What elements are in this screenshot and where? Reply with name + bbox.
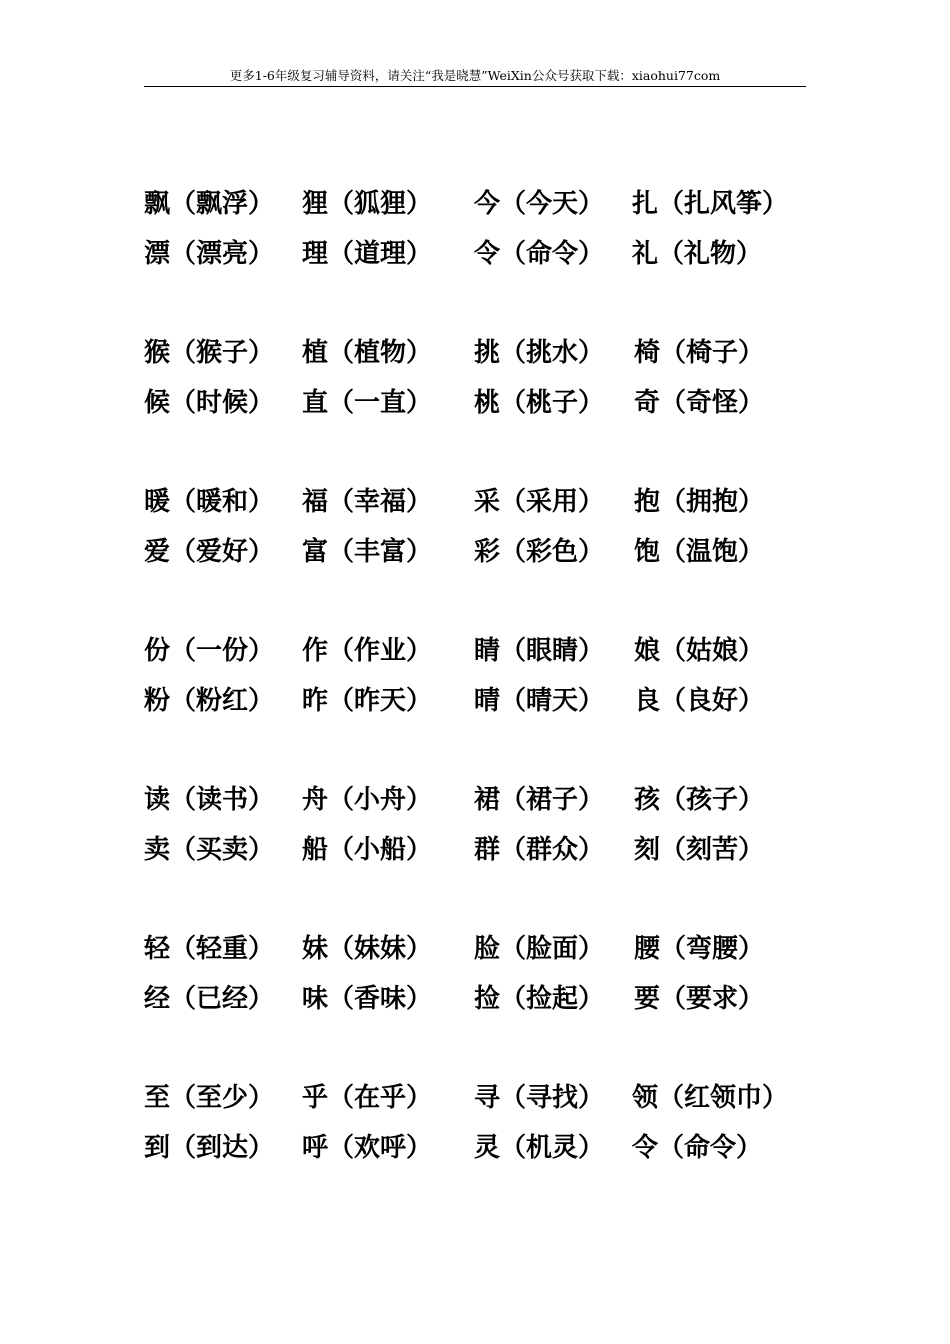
word-row bbox=[144, 226, 824, 276]
word-row bbox=[144, 1070, 824, 1120]
word-row bbox=[144, 822, 824, 872]
page-header bbox=[144, 66, 806, 87]
word-entry: 今（今天） bbox=[474, 188, 605, 219]
word-entry: 味（香味） bbox=[302, 983, 433, 1014]
word-entry: 晴（晴天） bbox=[474, 685, 605, 716]
word-entry: 舟（小舟） bbox=[302, 784, 433, 815]
word-row bbox=[144, 176, 824, 226]
word-entry: 飘（飘浮） bbox=[144, 188, 275, 219]
word-entry: 群（群众） bbox=[474, 834, 605, 865]
word-entry: 狸（狐狸） bbox=[302, 188, 433, 219]
word-entry: 脸（脸面） bbox=[474, 933, 605, 964]
word-entry: 腰（弯腰） bbox=[634, 933, 765, 964]
word-entry: 令（命令） bbox=[632, 1132, 763, 1163]
word-row bbox=[144, 772, 824, 822]
word-group bbox=[144, 1070, 824, 1170]
word-row bbox=[144, 524, 824, 574]
word-row bbox=[144, 325, 824, 375]
word-entry: 采（采用） bbox=[474, 486, 605, 517]
word-group bbox=[144, 474, 824, 574]
word-entry: 作（作业） bbox=[302, 635, 433, 666]
word-group bbox=[144, 921, 824, 1021]
word-entry: 直（一直） bbox=[302, 387, 433, 418]
word-entry: 经（已经） bbox=[144, 983, 275, 1014]
word-entry: 挑（挑水） bbox=[474, 337, 605, 368]
word-entry: 轻（轻重） bbox=[144, 933, 275, 964]
word-entry: 妹（妹妹） bbox=[302, 933, 433, 964]
word-entry: 灵（机灵） bbox=[474, 1132, 605, 1163]
word-entry: 娘（姑娘） bbox=[634, 635, 765, 666]
word-entry: 猴（猴子） bbox=[144, 337, 275, 368]
word-row bbox=[144, 971, 824, 1021]
word-entry: 桃（桃子） bbox=[474, 387, 605, 418]
word-entry: 份（一份） bbox=[144, 635, 275, 666]
word-entry: 爱（爱好） bbox=[144, 536, 275, 567]
word-entry: 抱（拥抱） bbox=[634, 486, 765, 517]
word-entry: 彩（彩色） bbox=[474, 536, 605, 567]
word-entry: 要（要求） bbox=[634, 983, 765, 1014]
word-entry: 乎（在乎） bbox=[302, 1082, 433, 1113]
word-entry: 到（到达） bbox=[144, 1132, 275, 1163]
word-groups bbox=[144, 176, 824, 1219]
word-row bbox=[144, 375, 824, 425]
word-entry: 粉（粉红） bbox=[144, 685, 275, 716]
word-entry: 漂（漂亮） bbox=[144, 238, 275, 269]
word-entry: 至（至少） bbox=[144, 1082, 275, 1113]
word-group bbox=[144, 623, 824, 723]
word-entry: 奇（奇怪） bbox=[634, 387, 765, 418]
word-row bbox=[144, 1120, 824, 1170]
word-entry: 呼（欢呼） bbox=[302, 1132, 433, 1163]
word-entry: 领（红领巾） bbox=[632, 1082, 789, 1113]
word-entry: 卖（买卖） bbox=[144, 834, 275, 865]
word-row bbox=[144, 921, 824, 971]
word-entry: 昨（昨天） bbox=[302, 685, 433, 716]
word-entry: 船（小船） bbox=[302, 834, 433, 865]
word-entry: 令（命令） bbox=[474, 238, 605, 269]
word-entry: 暖（暖和） bbox=[144, 486, 275, 517]
word-group bbox=[144, 176, 824, 276]
word-entry: 饱（温饱） bbox=[634, 536, 765, 567]
word-entry: 刻（刻苦） bbox=[634, 834, 765, 865]
word-row bbox=[144, 474, 824, 524]
word-entry: 富（丰富） bbox=[302, 536, 433, 567]
word-entry: 礼（礼物） bbox=[632, 238, 763, 269]
header-text: 更多1-6年级复习辅导资料，请关注“我是晓慧”WeiXin公众号获取下载：xiaohui77com bbox=[229, 68, 721, 83]
word-entry: 裙（裙子） bbox=[474, 784, 605, 815]
word-entry: 孩（孩子） bbox=[634, 784, 765, 815]
word-entry: 扎（扎风筝） bbox=[632, 188, 789, 219]
word-entry: 捡（捡起） bbox=[474, 983, 605, 1014]
word-entry: 福（幸福） bbox=[302, 486, 433, 517]
word-entry: 椅（椅子） bbox=[634, 337, 765, 368]
word-entry: 寻（寻找） bbox=[474, 1082, 605, 1113]
word-row bbox=[144, 623, 824, 673]
word-entry: 理（道理） bbox=[302, 238, 433, 269]
word-entry: 植（植物） bbox=[302, 337, 433, 368]
word-entry: 睛（眼睛） bbox=[474, 635, 605, 666]
word-row bbox=[144, 673, 824, 723]
word-group bbox=[144, 772, 824, 872]
word-group bbox=[144, 325, 824, 425]
word-entry: 读（读书） bbox=[144, 784, 275, 815]
word-entry: 良（良好） bbox=[634, 685, 765, 716]
word-entry: 候（时候） bbox=[144, 387, 275, 418]
